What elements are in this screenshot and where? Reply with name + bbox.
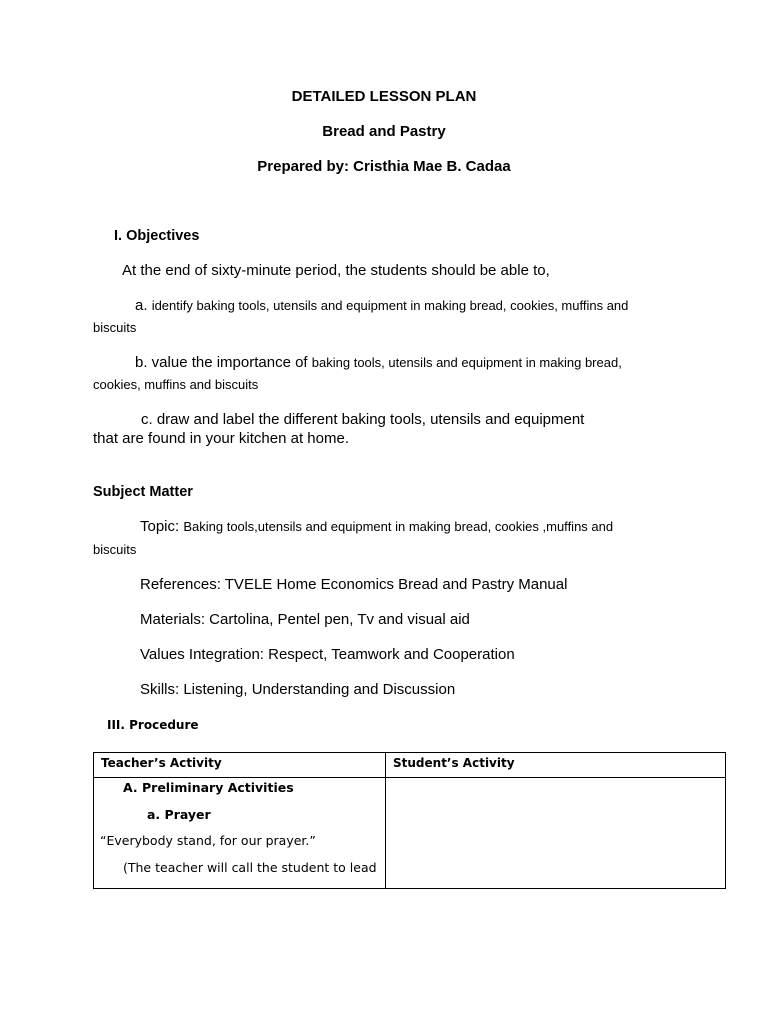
topic-continued: biscuits xyxy=(93,542,137,557)
subject-matter-heading: Subject Matter xyxy=(93,484,193,500)
student-activity-header xyxy=(386,753,726,778)
objective-a-text: identify baking tools, utensils and equipment in making bread, cookies, muffins and xyxy=(151,298,629,313)
objective-a-continued: biscuits xyxy=(93,320,137,335)
objective-c-continued: that are found in your kitchen at home. xyxy=(93,430,349,447)
prepared-by: Prepared by: Cristhia Mae B. Cadaa xyxy=(257,158,511,175)
objective-b-lead: b. value the importance of xyxy=(135,354,312,371)
objective-a-lead: a. xyxy=(135,297,152,314)
student-activity-header-label: Student’s Activity xyxy=(393,756,515,770)
objective-a xyxy=(135,297,628,315)
objectives-intro: At the end of sixty-minute period, the students should be able to, xyxy=(122,262,550,279)
procedure-table xyxy=(93,752,726,889)
objective-c: c. draw and label the different baking tools, utensils and equipment xyxy=(141,411,585,428)
objective-b xyxy=(135,354,622,372)
topic-line xyxy=(140,518,613,536)
values-integration: Values Integration: Respect, Teamwork and Cooperation xyxy=(140,646,515,663)
preliminary-activities: A. Preliminary Activities xyxy=(123,780,294,795)
procedure-table-header xyxy=(94,753,726,778)
objective-b-continued: cookies, muffins and biscuits xyxy=(93,377,259,392)
teacher-activity-cell xyxy=(94,778,386,889)
prayer-item: a. Prayer xyxy=(147,807,211,822)
teacher-activity-header-label: Teacher’s Activity xyxy=(101,756,222,770)
prayer-quote: “Everybody stand, for our prayer.” xyxy=(100,833,316,848)
topic-text: Baking tools,utensils and equipment in making bread, cookies ,muffins and xyxy=(183,519,614,534)
topic-lead: Topic: xyxy=(140,518,184,535)
procedure-heading: III. Procedure xyxy=(107,718,199,732)
document-title: DETAILED LESSON PLAN xyxy=(291,88,477,105)
materials: Materials: Cartolina, Pentel pen, Tv and visual aid xyxy=(140,611,470,628)
document-subject: Bread and Pastry xyxy=(322,123,446,140)
objective-b-text: baking tools, utensils and equipment in making bread, xyxy=(311,355,622,370)
skills: Skills: Listening, Understanding and Discussion xyxy=(140,681,456,698)
references: References: TVELE Home Economics Bread and Pastry Manual xyxy=(140,576,568,593)
teacher-activity-header xyxy=(94,753,386,778)
procedure-table-row xyxy=(94,778,726,889)
teacher-note: (The teacher will call the student to lead xyxy=(123,860,377,875)
student-activity-cell xyxy=(386,778,726,889)
objectives-heading: I. Objectives xyxy=(114,228,200,244)
